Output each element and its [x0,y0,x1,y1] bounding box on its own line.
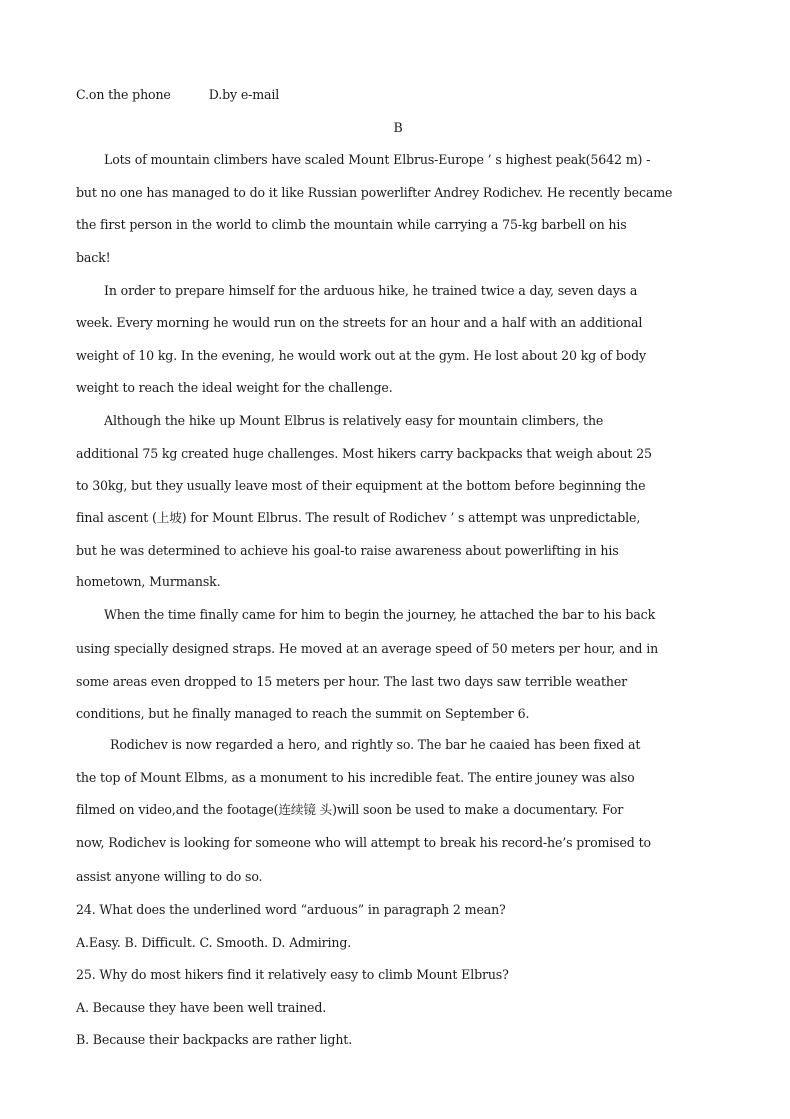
passage-p5-line: filmed on video,and the footage(连续镜 头)will soon be used to make a documentary. For [76,802,624,817]
q24-option-c: C. Smooth. [199,935,269,950]
option-c: C.on the phone [76,87,171,102]
passage-p1-line: Lots of mountain climbers have scaled Mount Elbrus-Europe ’ s highest peak(5642 m) - [104,152,651,167]
question-24-options [76,935,726,951]
passage-p5-line: the top of Mount Elbms, as a monument to his incredible feat. The entire jouney was also [76,770,635,785]
question-25: 25. Why do most hikers find it relatively easy to climb Mount Elbrus? [76,967,509,982]
passage-p4-line: some areas even dropped to 15 meters per hour. The last two days saw terrible weather [76,674,628,689]
passage-p2-line: week. Every morning he would run on the streets for an hour and a half with an additional [76,315,643,330]
passage-p4-line: When the time finally came for him to begin the journey, he attached the bar to his back [104,607,656,622]
section-label: B [393,120,403,135]
passage-p1-line: the first person in the world to climb the mountain while carrying a 75-kg barbell on his [76,217,627,232]
q24-option-d: D. Admiring. [271,935,352,950]
q25-option-b: B. Because their backpacks are rather light. [76,1032,353,1047]
passage-p4-line: using specially designed straps. He moved at an average speed of 50 meters per hour, and in [76,641,659,656]
passage-p5-line: now, Rodichev is looking for someone who will attempt to break his record-he’s promised to [76,835,651,850]
passage-p5-line: Rodichev is now regarded a hero, and rightly so. The bar he caaied has been fixed at [110,737,641,752]
q24-option-b: B. Difficult. [124,935,196,950]
passage-p2-line: weight of 10 kg. In the evening, he would work out at the gym. He lost about 20 kg of body [76,348,646,363]
passage-p5-line: assist anyone willing to do so. [76,869,263,884]
passage-p3-line: but he was determined to achieve his goal-to raise awareness about powerlifting in his [76,543,619,558]
q24-option-a: A.Easy. [76,935,121,950]
passage-p1-line: back! [76,250,111,265]
passage-p2-line: weight to reach the ideal weight for the challenge. [76,380,393,395]
passage-p3-line: Although the hike up Mount Elbrus is relatively easy for mountain climbers, the [104,413,604,428]
option-d: D.by e-mail [208,87,280,102]
passage-p3-line: additional 75 kg created huge challenges. Most hikers carry backpacks that weigh about 25 [76,446,652,461]
passage-p4-line: conditions, but he finally managed to reach the summit on September 6. [76,706,530,721]
passage-p3-line: to 30kg, but they usually leave most of their equipment at the bottom before beginning the [76,478,646,493]
passage-p2-line: In order to prepare himself for the arduous hike, he trained twice a day, seven days a [104,283,638,298]
question-24: 24. What does the underlined word “arduous” in paragraph 2 mean? [76,902,506,917]
previous-question-options [76,87,726,103]
passage-p3-line: hometown, Murmansk. [76,574,221,589]
passage-p1-line: but no one has managed to do it like Russian powerlifter Andrey Rodichev. He recently became [76,185,673,200]
passage-p3-line: final ascent (上坡) for Mount Elbrus. The result of Rodichev ’ s attempt was unpredictable, [76,510,641,525]
q25-option-a: A. Because they have been well trained. [76,1000,327,1015]
